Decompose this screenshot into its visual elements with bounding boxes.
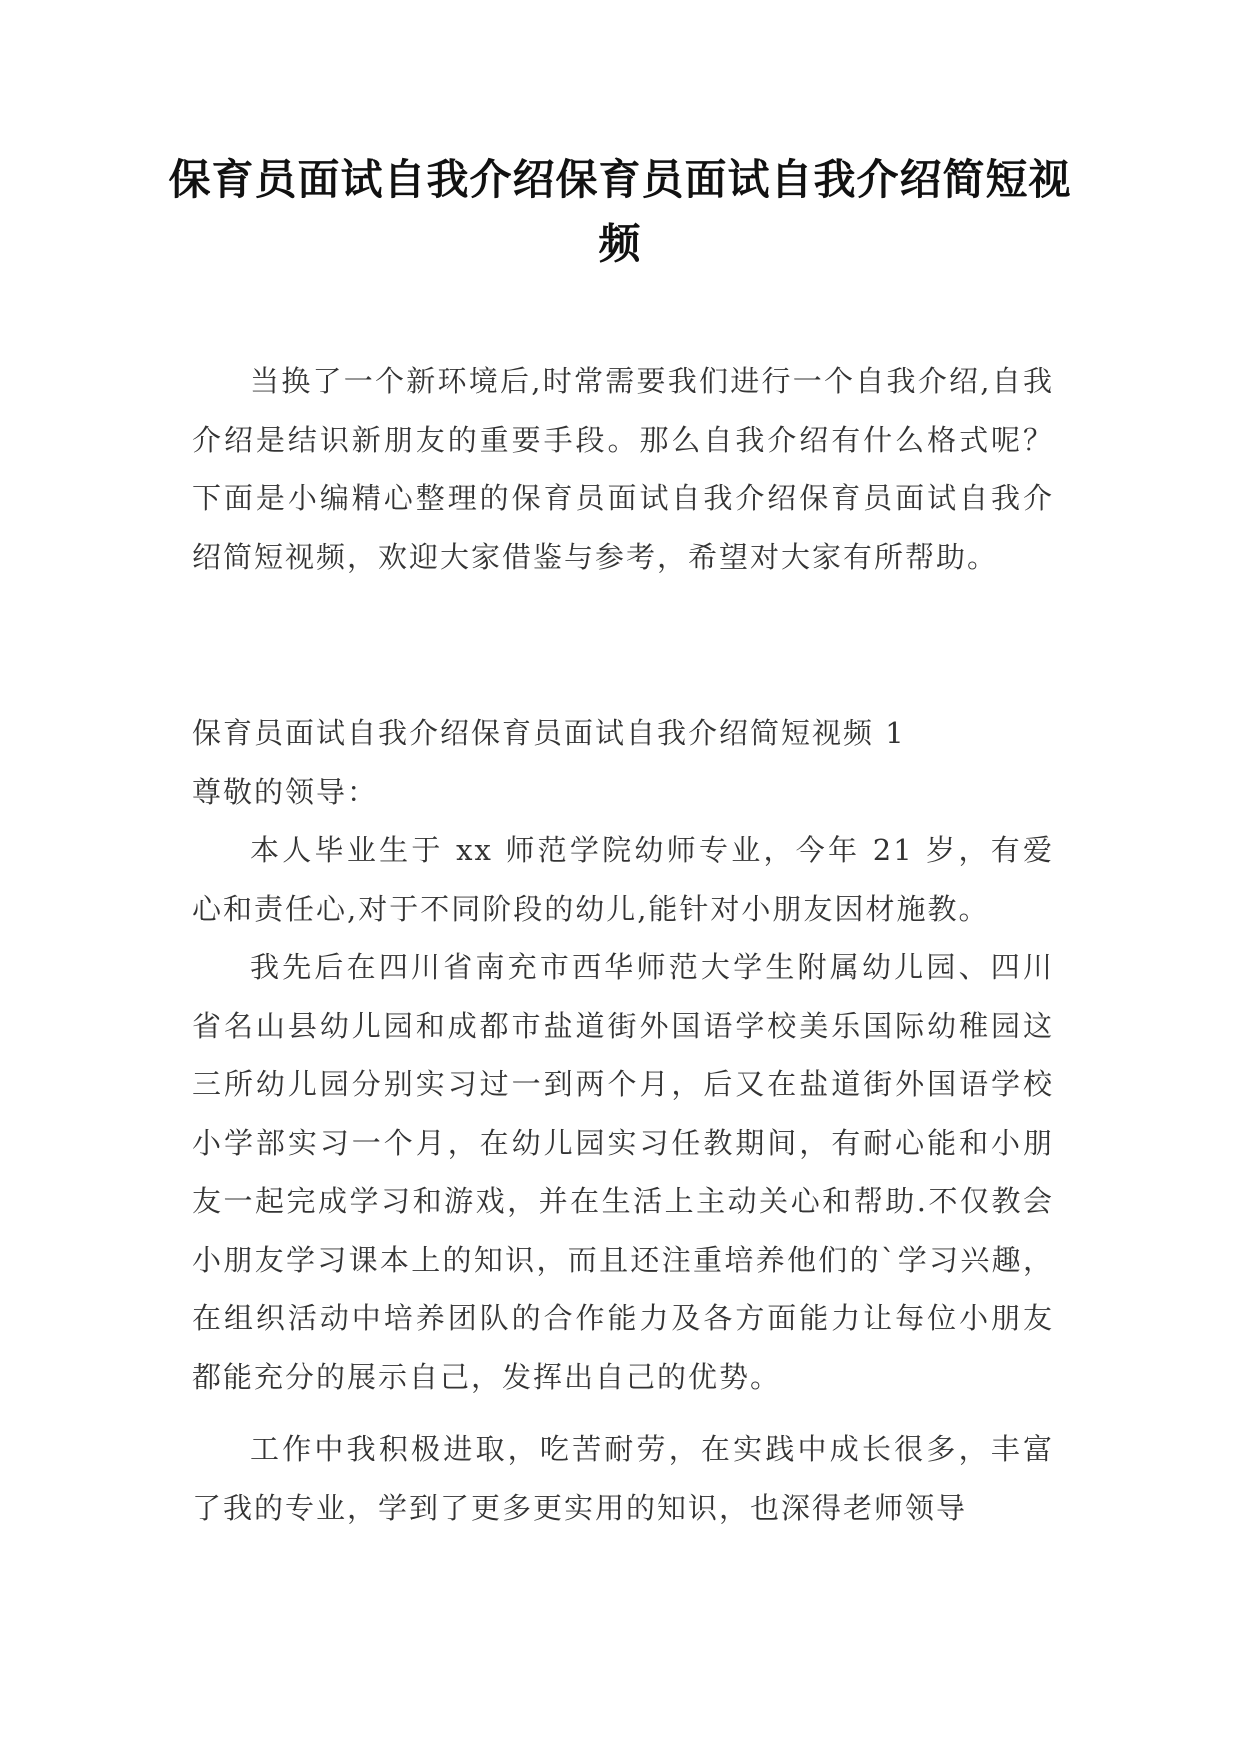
body-paragraph-2: 我先后在四川省南充市西华师范大学生附属幼儿园、四川省名山县幼儿园和成都市盐道街外国语学校美乐国际幼稚园这三所幼儿园分别实习过一到两个月，后又在盐道街外国语学校小学部实习一个月，在幼儿园实习任教期间，有耐心能和小朋友一起完成学习和游戏，并在生活上主动关心和帮助.不仅教会小朋友学习课本上的知识，而且还注重培养他们的`学习兴趣，在组织活动中培养团队的合作能力及各方面能力让每位小朋友都能充分的展示自己，发挥出自己的优势。 (192, 950, 1054, 1394)
body-paragraph-3: 工作中我积极进取，吃苦耐劳，在实践中成长很多，丰富了我的专业，学到了更多更实用的知识，也深得老师领导 (192, 1432, 1054, 1525)
paragraph-spacer (192, 1406, 1054, 1420)
section-1 (192, 704, 1054, 1537)
intro-section (192, 352, 1054, 586)
salutation: 尊敬的领导： (192, 774, 379, 809)
intro-paragraph: 当换了一个新环境后,时常需要我们进行一个自我介绍,自我介绍是结识新朋友的重要手段。那么自我介绍有什么格式呢？下面是小编精心整理的保育员面试自我介绍保育员面试自我介绍简短视频，欢迎大家借鉴与参考，希望对大家有所帮助。 (192, 364, 1054, 574)
body-paragraph-1: 本人毕业生于 xx 师范学院幼师专业，今年 21 岁，有爱心和责任心,对于不同阶段的幼儿,能针对小朋友因材施教。 (192, 833, 1054, 926)
section-heading: 保育员面试自我介绍保育员面试自我介绍简短视频 1 (192, 716, 906, 750)
document-title: 保育员面试自我介绍保育员面试自我介绍简短视频 (168, 155, 1072, 268)
